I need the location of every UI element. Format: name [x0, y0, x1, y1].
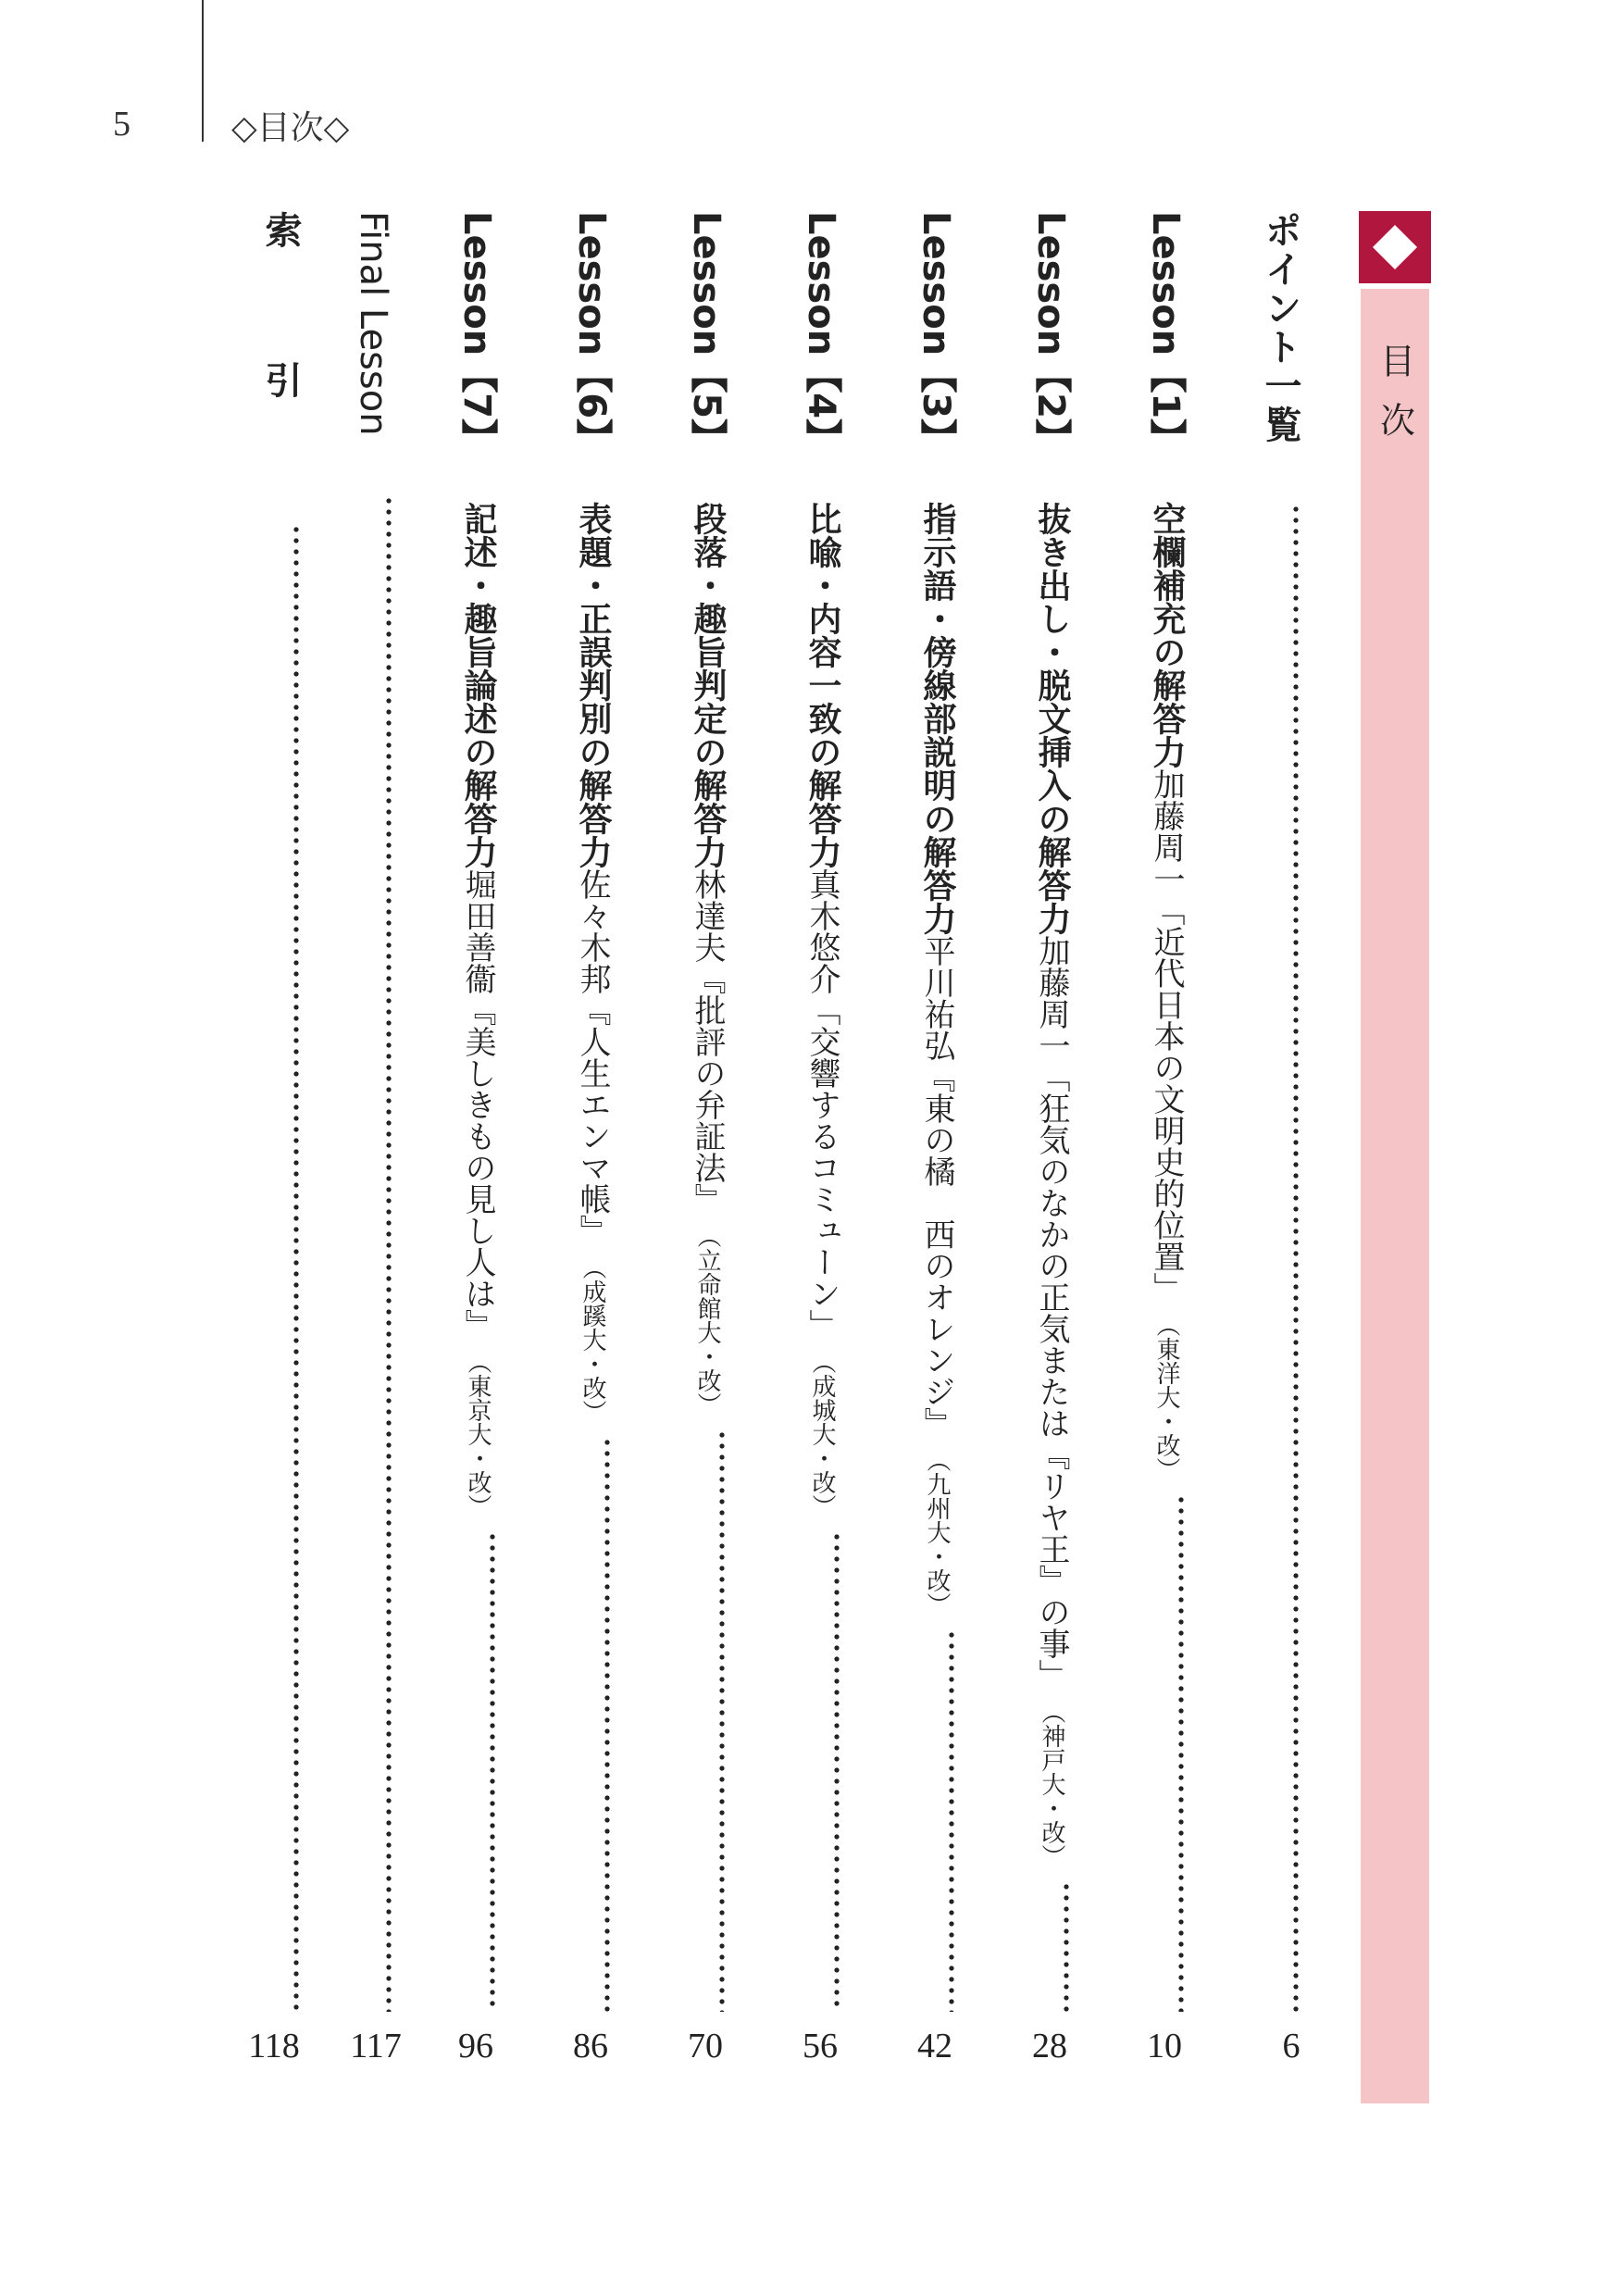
entry-subtitle: 堀田善衞『美しきもの見し人は』 [459, 868, 496, 1341]
leader-dots [1176, 1494, 1187, 2012]
running-head: ◇目次◇ [231, 109, 350, 147]
entry-body [687, 502, 728, 2012]
entry-label: Lesson【6】 [570, 211, 613, 456]
entry-title: 指示語・傍線部説明の解答力 [918, 502, 956, 936]
toc-entry[interactable] [685, 211, 728, 2012]
header-rule [202, 0, 204, 142]
entry-body [916, 502, 957, 2012]
entry-page-number: 86 [573, 2027, 608, 2065]
entry-label: Final Lesson [352, 211, 394, 436]
entry-label: Lesson【7】 [455, 211, 498, 456]
entry-source: （立命館大・改） [693, 1224, 721, 1417]
entry-title: 記述・趣旨論述の解答力 [459, 502, 497, 869]
entry-subtitle: 林達夫『批評の弁証法』 [689, 868, 726, 1216]
entry-subtitle: 真木悠介「交響するコミューン」 [803, 868, 840, 1341]
entry-label: Lesson【1】 [1144, 211, 1187, 456]
entry-body [572, 502, 613, 2012]
toc-entry[interactable] [1029, 211, 1072, 2012]
entry-source: （東京大・改） [464, 1350, 492, 1519]
entry-label: Lesson【3】 [915, 211, 957, 456]
entry-page-number: 56 [803, 2027, 838, 2065]
entry-body [802, 502, 842, 2012]
entry-body [1146, 502, 1187, 2012]
leader-dots [1290, 504, 1301, 2012]
diamond-icon [1373, 225, 1417, 269]
entry-body [457, 502, 498, 2012]
entry-source: （成城大・改） [808, 1350, 836, 1519]
toc-entry[interactable] [455, 211, 498, 2012]
entry-label: ポイント一覧 [1259, 211, 1301, 444]
entry-source: （神戸大・改） [1038, 1700, 1065, 1869]
toc-entry[interactable] [915, 211, 957, 2012]
entry-label: 索引 [259, 211, 302, 511]
leader-dots [716, 1429, 728, 2012]
entry-body [1290, 491, 1301, 2012]
leader-dots [291, 524, 302, 2012]
toc-entry[interactable] [1144, 211, 1187, 2012]
entry-body [291, 511, 302, 2012]
leader-dots [383, 495, 394, 2012]
entry-subtitle: 加藤周一「狂気のなかの正気または『リヤ王』の事」 [1033, 935, 1070, 1691]
toc-entry[interactable] [800, 211, 842, 2012]
entry-page-number: 42 [917, 2027, 952, 2065]
entry-label: Lesson【5】 [685, 211, 728, 456]
entry-page-number: 117 [350, 2027, 402, 2065]
entry-body [1031, 502, 1072, 2012]
toc-entry[interactable] [1259, 211, 1301, 2012]
leader-dots [946, 1629, 957, 2012]
entry-label: Lesson【4】 [800, 211, 842, 456]
entry-title: 比喩・内容一致の解答力 [803, 502, 841, 869]
leader-dots [831, 1531, 842, 2012]
leader-dots [1061, 1881, 1072, 2012]
entry-title: 段落・趣旨判定の解答力 [689, 502, 727, 869]
entry-subtitle: 佐々木邦『人生エンマ帳』 [574, 868, 611, 1247]
entry-title: 抜き出し・脱文挿入の解答力 [1033, 502, 1071, 936]
entry-page-number: 70 [688, 2027, 723, 2065]
page-number: 5 [113, 105, 131, 144]
toc-entry[interactable] [352, 211, 394, 2012]
entry-page-number: 10 [1147, 2027, 1182, 2065]
toc-title-band [1361, 289, 1429, 2103]
leader-dots [602, 1437, 613, 2012]
entry-source: （東洋大・改） [1152, 1313, 1180, 1482]
entry-title: 表題・正誤判別の解答力 [574, 502, 612, 869]
entry-page-number: 96 [458, 2027, 493, 2065]
leader-dots [487, 1531, 498, 2012]
entry-page-number: 118 [248, 2027, 300, 2065]
entry-page-number: 6 [1282, 2027, 1301, 2065]
entry-title: 空欄補充の解答力 [1148, 502, 1186, 769]
entry-label: Lesson【2】 [1029, 211, 1072, 456]
entry-source: （成蹊大・改） [579, 1255, 606, 1425]
entry-subtitle: 平川祐弘『東の橘 西のオレンジ』 [918, 935, 955, 1440]
toc-entry[interactable] [259, 211, 302, 2012]
entry-subtitle: 加藤周一「近代日本の文明史的位置」 [1148, 768, 1185, 1304]
toc-entry[interactable] [570, 211, 613, 2012]
toc-title: 目次 [1374, 343, 1415, 461]
entry-body [383, 482, 394, 2012]
toc-title-badge [1359, 211, 1431, 283]
entry-page-number: 28 [1032, 2027, 1067, 2065]
entry-source: （九州大・改） [923, 1448, 951, 1617]
